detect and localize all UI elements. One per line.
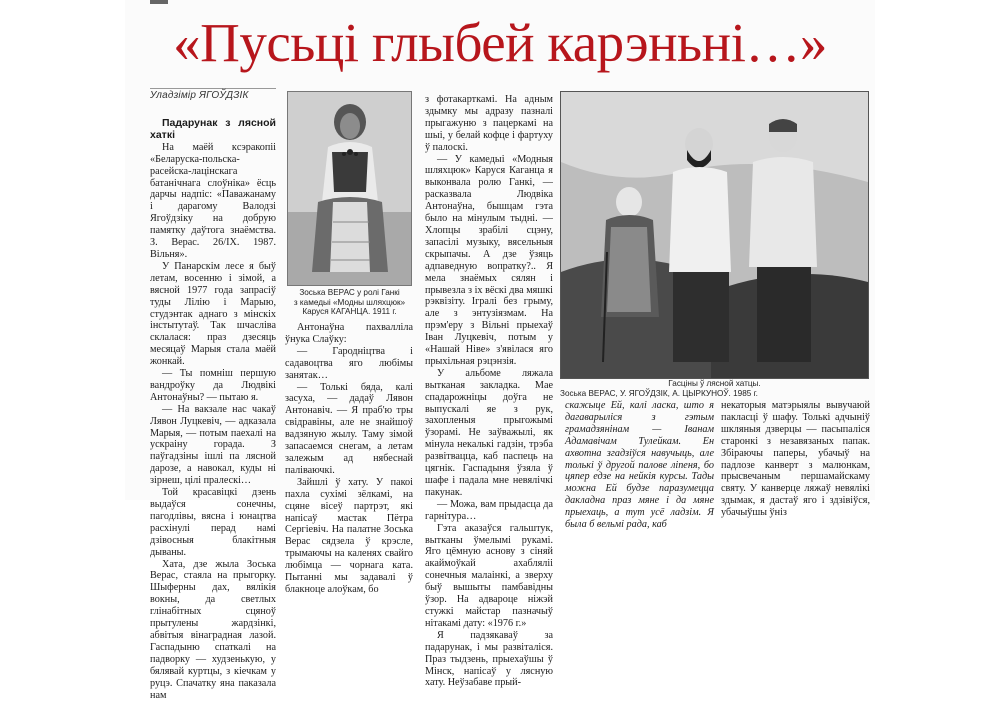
caption-line: Гасціны ў лясной хатцы. [668, 379, 761, 388]
author-byline: Уладзімір ЯГОЎДЗІК [150, 90, 249, 101]
paragraph: Антонаўна пахвалліла ўнука Слаўку: [285, 322, 413, 345]
three-people-illustration [561, 92, 868, 378]
caption-line: з камедыі «Модны шляхцюк» [293, 297, 406, 307]
article-title: «Пусьці глыбей карэньні…» [173, 12, 827, 73]
caption-line: Каруся КАГАНЦА. 1911 г. [302, 307, 397, 316]
caption-line: Зоська ВЕРАС у ролі Ганкі [299, 288, 400, 297]
text-column-3 [425, 94, 553, 689]
paragraph: Гэта аказаўся гальштук, вытканы ўмелымі рукамі. Яго цёмную аснову з сіняй акаймоўкай ахабляліі сонечныя малаінкі, а зверху быў вышыты памбавідны ўзор. На адвароце ніжэй стужкі майстар пазначыў нітакамі дату: «1976 г.» [425, 522, 553, 629]
paragraph: Хата, дзе жыла Зоська Верас, стаяла на прыгорку. Шыферны дах, вялікія вокны, да светлых глінабітных сцяноў прытулены жардзінкі, абвітыя вінаградная лазой. Гаспадыню спаткалі на падворку — худзенькую, у бялявай куртцы, з кіечкам у руцэ. Спачатку яна паказала нам [150, 558, 276, 701]
newspaper-page [125, 0, 875, 701]
subheading: Падарунак з лясной хаткі [150, 117, 276, 141]
group-photo [560, 91, 869, 379]
paragraph: Я падзякаваў за падарунак, і мы развіталіся. Праз тыдзень, прыехаўшы ў Мінск, напісаў у лясную хату. Неўзабаве прый- [425, 629, 553, 689]
paragraph: — На вакзале нас чакаў Лявон Луцкевіч, — адказала Марыя, — потым паехалі на ускраіну горада. З паўгадзіны ішлі па лясной дарозе, а навокал, куды ні зірнеш, цілі пралескі… [150, 403, 276, 487]
author-rule [150, 88, 276, 89]
paragraph: скажыце Ей, калі ласка, што я дагаварыліся з гэтым грамадзянінам — Іванам Адамавічам Тулейкам. Ен ахвотна згадзіўся навучыць, але толькі ў другой палове ліпеня, бо цяпер едзе на нейкія курсы. Тады можна Ей будзе паразумецца дакладна праз мяне і да мяне прыехаць, а тут усё ладзім. Я была б вельмі рада, каб [565, 400, 714, 531]
paragraph: На маёй кcэракопіі «Беларуска-польска-расейска-лацінскага батанічнага слоўніка» ёсць дарчы надпіс: «Паважанаму і дарагому Валодзі Ягоўдзіку на добрую памятку даўтога знаёмства. З. Верас. 26/IX. 1987. Вільня». [150, 141, 276, 260]
portrait-photo [287, 91, 412, 286]
paragraph: Той красавіцкі дзень выдаўся сонечны, пагодлівы, вясна і юнацтва расхінулі перад намі дзівосныя блакітныя дываны. [150, 487, 276, 558]
paragraph: У Панарскім лесе я быў летам, восенню і зімой, а вясной 1977 года запрасіў туды Лілію і Марыю, студэнтак аднаго з мінскіх інстытутаў. Так шчасліва склалася: праз дзесяць месяцаў Марыя стала маёй жонкай. [150, 260, 276, 368]
paragraph: — Можа, вам прыдасца да гарнітура… [425, 498, 553, 522]
paragraph: — Толькі бяда, калі засуха, — дадаў Лявон Антонавіч. — Я праб'ю тры свідравіны, але не знайшоў вадзяную жылу. Таму зімой запасаемся снегам, а летам залежым ад нябеснай паліваючкі. [285, 381, 413, 476]
paragraph: некаторыя матэрыялы вывучаюй пакласці ў шафу. Толькі адчыніў шкляныя дзверцы — пасыпаліся старонкі з незавязаных папак. Збіраючы паперы, убачыў на падлозе канверт з малюнкам, прысвечаным першамайскаму святу. У канверце ляжаў невялікі здымак, я дастаў яго і здзівіўся, убачыўшы ўніз [721, 400, 870, 519]
section-marker [150, 0, 168, 4]
paragraph: — Гародніцтва і садавоцтва яго любімы занятак… [285, 345, 413, 381]
text-column-4 [565, 400, 714, 531]
paragraph: У альбоме ляжала вытканая закладка. Мае спадарожніцы доўга не выпускалі яе з рук, захопленыя прыгожымі ўзорамі. Не заўважылі, як мінула некалькі гадзін, трэба развітвацца, каб паспець на цягнік. Гаспадыня ўзяла ў шафе і падала мне невялічкі пакунак. [425, 367, 553, 498]
text-column-2 [285, 322, 413, 596]
caption-line: Зоська ВЕРАС, У. ЯГОЎДЗІК, А. ЦЫРКУНОЎ. 1985 г. [560, 388, 758, 398]
woman-in-costume-illustration [288, 92, 411, 285]
text-column-1 [150, 118, 276, 701]
text-column-5 [721, 400, 870, 519]
group-photo-caption [560, 379, 869, 398]
portrait-caption [287, 288, 412, 317]
paragraph: — У камедыі «Модныя шляхцюк» Каруся Каганца я выконвала ролю Ганкі, — расказвала Людвіка Антонаўна, бышцам гэта было на мінулым тыдні. — Хлопцы зрабілі сцэну, запасілі музыку, вясельныя скрыпачы. А дзе ўзяць адпаведную вопратку?.. Я мела знаёмых сялян і прывезла з іх вёскі два мяшкі рэквізіту. Ігралі без грыму, але з энтузіязмам. На прэм'еру з Вільні прыехаў Іван Луцкевіч, потым у «Нашай Ніве» з'явілася яго прыхільная рэцэнзія. [425, 153, 553, 367]
paragraph: — Ты помніш першую вандроўку да Людвікі Антонаўны? — пытаю я. [150, 368, 276, 403]
paragraph: Зайшлі ў хату. У пакоі пахла сухімі зёлкамі, на сцяне вісеў партрэт, які напісаў мастак Пётра Сергіевіч. На палатне Зоська Верас сядзела ў крэсле, трымаючы на каленях свайго любімца — чорнага ката. Пытанні мы задавалі ў блакноце алоўкам, бо [285, 476, 413, 595]
paragraph: з фотакарткамі. На адным здымку мы адразу пазналі прыгажуню з пацеркамі на шыі, у белай кофце і фартуху ў палоскі. [425, 94, 553, 153]
